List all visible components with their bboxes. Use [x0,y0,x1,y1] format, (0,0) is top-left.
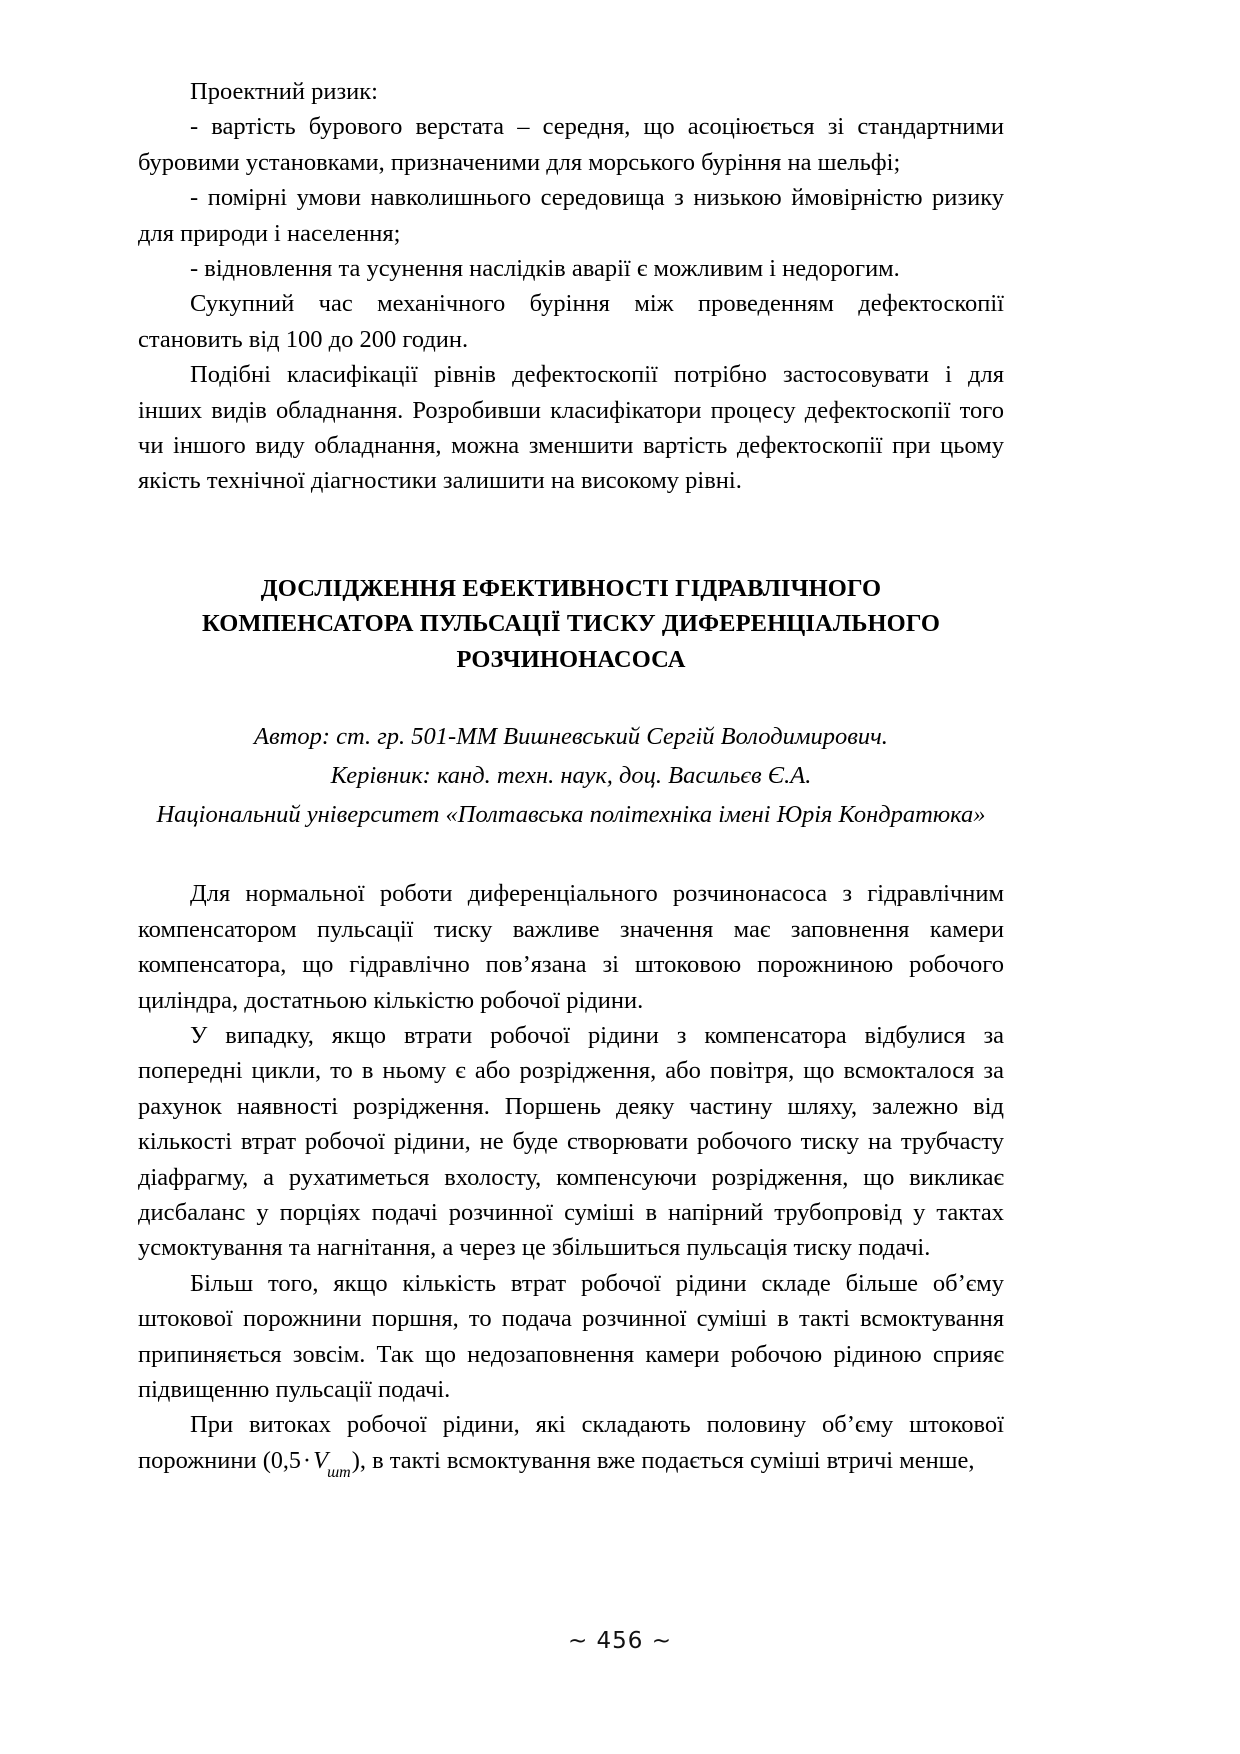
paragraph-fluid-loss: У випадку, якщо втрати робочої рідини з компенсатора відбулися за попередні цикли, то в ньому є або розрідження, або повітря, що всмокталося за рахунок наявності розрідження. Поршень деяку частину шляху, залежно від кількості втрат робочої рідини, не буде створювати робочого тиску на трубчасту діафрагму, а рухатиметься вхолосту, компенсуючи розрідження, що викликає дисбаланс у порціях подачі розчинної суміші в напірний трубопровід у тактах усмоктування та нагнітання, а через це збільшиться пульсація тиску подачі. [138,1022,1004,1262]
page-number: ~ 456 ~ [567,1628,673,1654]
byline-supervisor: Керівник: канд. техн. наук, доц. Васильєв Є.А. [330,762,812,790]
paragraph-project-risk-heading: Проектний ризик: [190,78,378,105]
formula-variable: V [313,1446,329,1474]
article-title-line-3: РОЗЧИНОНАСОСА [456,645,686,673]
paragraph-more-losses: Більш того, якщо кількість втрат робочої рідини складе більше об’єму штокової порожнини поршня, то подача розчинної суміші в такті всмоктування припиняється зовсім. Так що недозаповнення камери робочою рідиною сприяє підвищенню пульсації подачі. [138,1269,1004,1404]
article-body [138,876,1004,1487]
article-title-line-1: ДОСЛІДЖЕННЯ ЕФЕКТИВНОСТІ ГІДРАВЛІЧНОГО [260,574,882,602]
formula-multiply-operator: · [302,1446,312,1474]
leakage-text-before: При витоках робочої рідини, які складають половину об’єму штокової порожнини ( [138,1411,1004,1474]
page-content [138,74,1004,1487]
paragraph-leakage-formula [138,1407,1004,1487]
article-byline [138,717,1004,834]
article-title [138,571,1004,678]
paragraph-bullet-recovery: - відновлення та усунення наслідків аварії є можливим і недорогим. [190,255,900,283]
paragraph-normal-operation: Для нормальної роботи диференціального розчинонасоса з гідравлічним компенсатором пульсації тиску важливе значення має заповнення камери компенсатора, що гідравлічно пов’язана зі штоковою порожниною робочого циліндра, достатньою кількістю робочої рідини. [138,880,1004,1014]
paragraph-bullet-environment: - помірні умови навколишнього середовища з низькою ймовірністю ризику для природи і населення; [138,184,1004,247]
byline-affiliation: Національний університет «Полтавська політехніка імені Юрія Кондратюка» [156,801,986,829]
formula-coefficient: 0,5 [270,1447,301,1474]
article-title-line-2: КОМПЕНСАТОРА ПУЛЬСАЦІЇ ТИСКУ ДИФЕРЕНЦІАЛЬНОГО [201,610,941,638]
paragraph-classification: Подібні класифікації рівнів дефектоскопії потрібно застосовувати і для інших видів обладнання. Розробивши класифікатори процесу дефектоскопії того чи іншого виду обладнання, можна зменшити вартість дефектоскопії при цьому якість технічної діагностики залишити на високому рівні. [138,361,1004,495]
paragraph-drilling-time: Сукупний час механічного буріння між проведенням дефектоскопії становить від 100 до 200 годин. [138,290,1004,353]
formula-subscript: шт [327,1463,351,1481]
formula-half-volume [270,1446,352,1481]
paragraph-bullet-cost: - вартість бурового верстата – середня, що асоціюється зі стандартними буровими установками, призначеними для морського буріння на шельфі; [138,113,1004,176]
leakage-text-after: ), в такті всмоктування вже подається суміші втричі менше, [351,1446,975,1474]
byline-author: Автор: ст. гр. 501-ММ Вишневський Сергій Володимирович. [254,723,888,751]
